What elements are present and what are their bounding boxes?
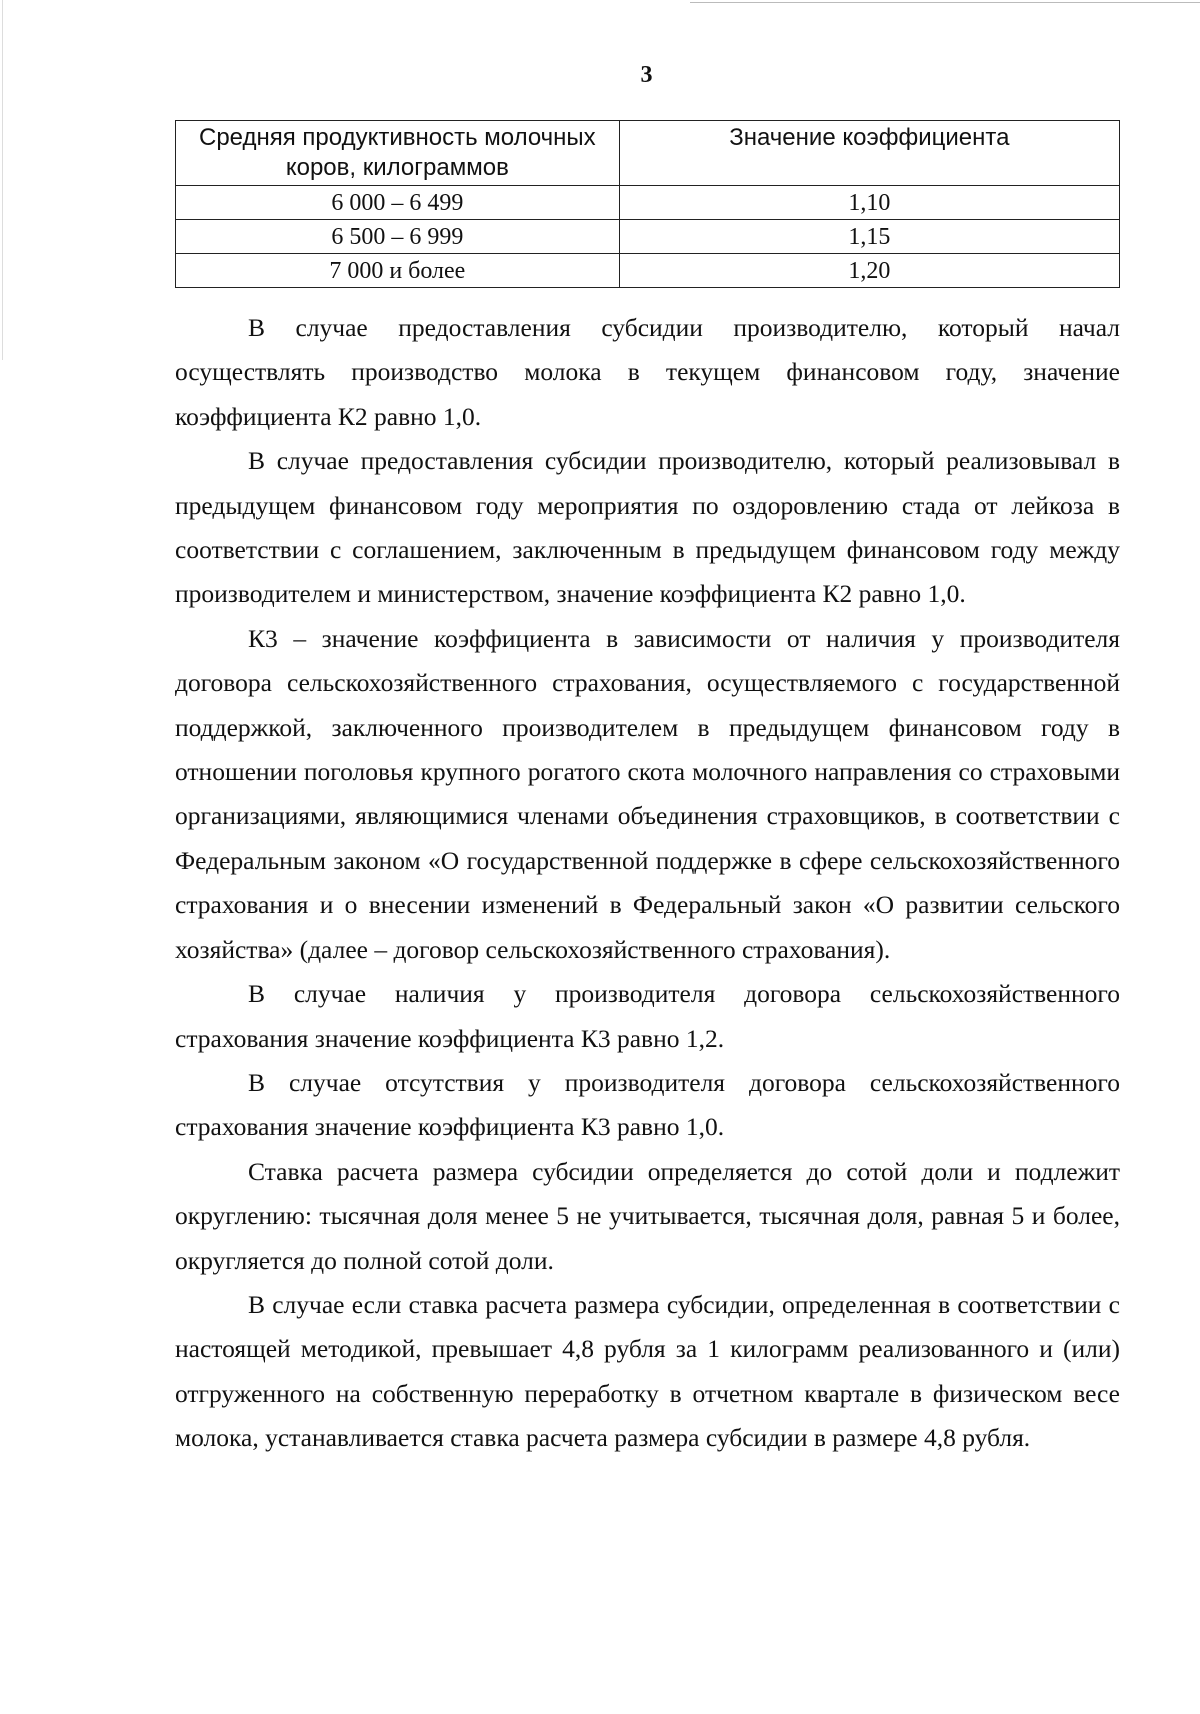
document-body (175, 306, 1120, 1461)
scan-edge-top (690, 2, 1200, 3)
table-cell-range: 6 000 – 6 499 (176, 186, 620, 220)
table-row (176, 254, 1120, 288)
table-row (176, 186, 1120, 220)
paragraph-rounding-rule: Ставка расчета размера субсидии определяется до сотой доли и подлежит округлению: тысячная доля менее 5 не учитывается, тысячная доля, равная 5 и более, округляется до полной сотой доли. (175, 1156, 1120, 1275)
scan-edge-left (2, 0, 3, 360)
paragraph-k3-with-insurance: В случае наличия у производителя договора сельскохозяйственного страхования значение коэффициента К3 равно 1,2. (175, 979, 1120, 1053)
coefficient-table (175, 120, 1120, 288)
paragraph-k3-definition: К3 – значение коэффициента в зависимости от наличия у производителя договора сельскохозяйственного страхования, осуществляемого с государственной поддержкой, заключенного производителем в предыдущем финансовом году в отношении поголовья крупного рогатого скота молочного направления со страховыми организациями, являющимися членами объединения страховщиков, в соответствии с Федеральным законом «О государственной поддержке в сфере сельскохозяйственного страхования и о внесении изменений в Федеральный закон «О развитии сельского хозяйства» (далее – договор сельскохозяйственного страхования). (175, 623, 1120, 964)
table-cell-value: 1,20 (619, 254, 1119, 288)
paragraph-rate-cap: В случае если ставка расчета размера субсидии, определенная в соответствии с настоящей методикой, превышает 4,8 рубля за 1 килограмм реализованного и (или) отгруженного на собственную переработку в отчетном квартале в физическом весе молока, устанавливается ставка расчета размера субсидии в размере 4,8 рубля. (175, 1289, 1120, 1453)
paragraph-k2-leukosis: В случае предоставления субсидии производителю, который реализовывал в предыдущем финансовом году мероприятия по оздоровлению стада от лейкоза в соответствии с соглашением, заключенным в предыдущем финансовом году между производителем и министерством, значение коэффициента К2 равно 1,0. (175, 446, 1120, 609)
table-cell-range: 7 000 и более (176, 254, 620, 288)
table-header-productivity: Средняя продуктивность молочных коров, килограммов (176, 121, 620, 186)
table-cell-value: 1,10 (619, 186, 1119, 220)
table-cell-value: 1,15 (619, 220, 1119, 254)
table-header-coefficient: Значение коэффициента (619, 121, 1119, 186)
table-cell-range: 6 500 – 6 999 (176, 220, 620, 254)
table-row (176, 220, 1120, 254)
paragraph-k2-new-producer: В случае предоставления субсидии производителю, который начал осуществлять производство молока в текущем финансовом году, значение коэффициента К2 равно 1,0. (175, 313, 1120, 431)
page-number: 3 (640, 62, 653, 88)
paragraph-k3-without-insurance: В случае отсутствия у производителя договора сельскохозяйственного страхования значение коэффициента К3 равно 1,0. (175, 1067, 1120, 1142)
table-header-row (176, 121, 1120, 186)
